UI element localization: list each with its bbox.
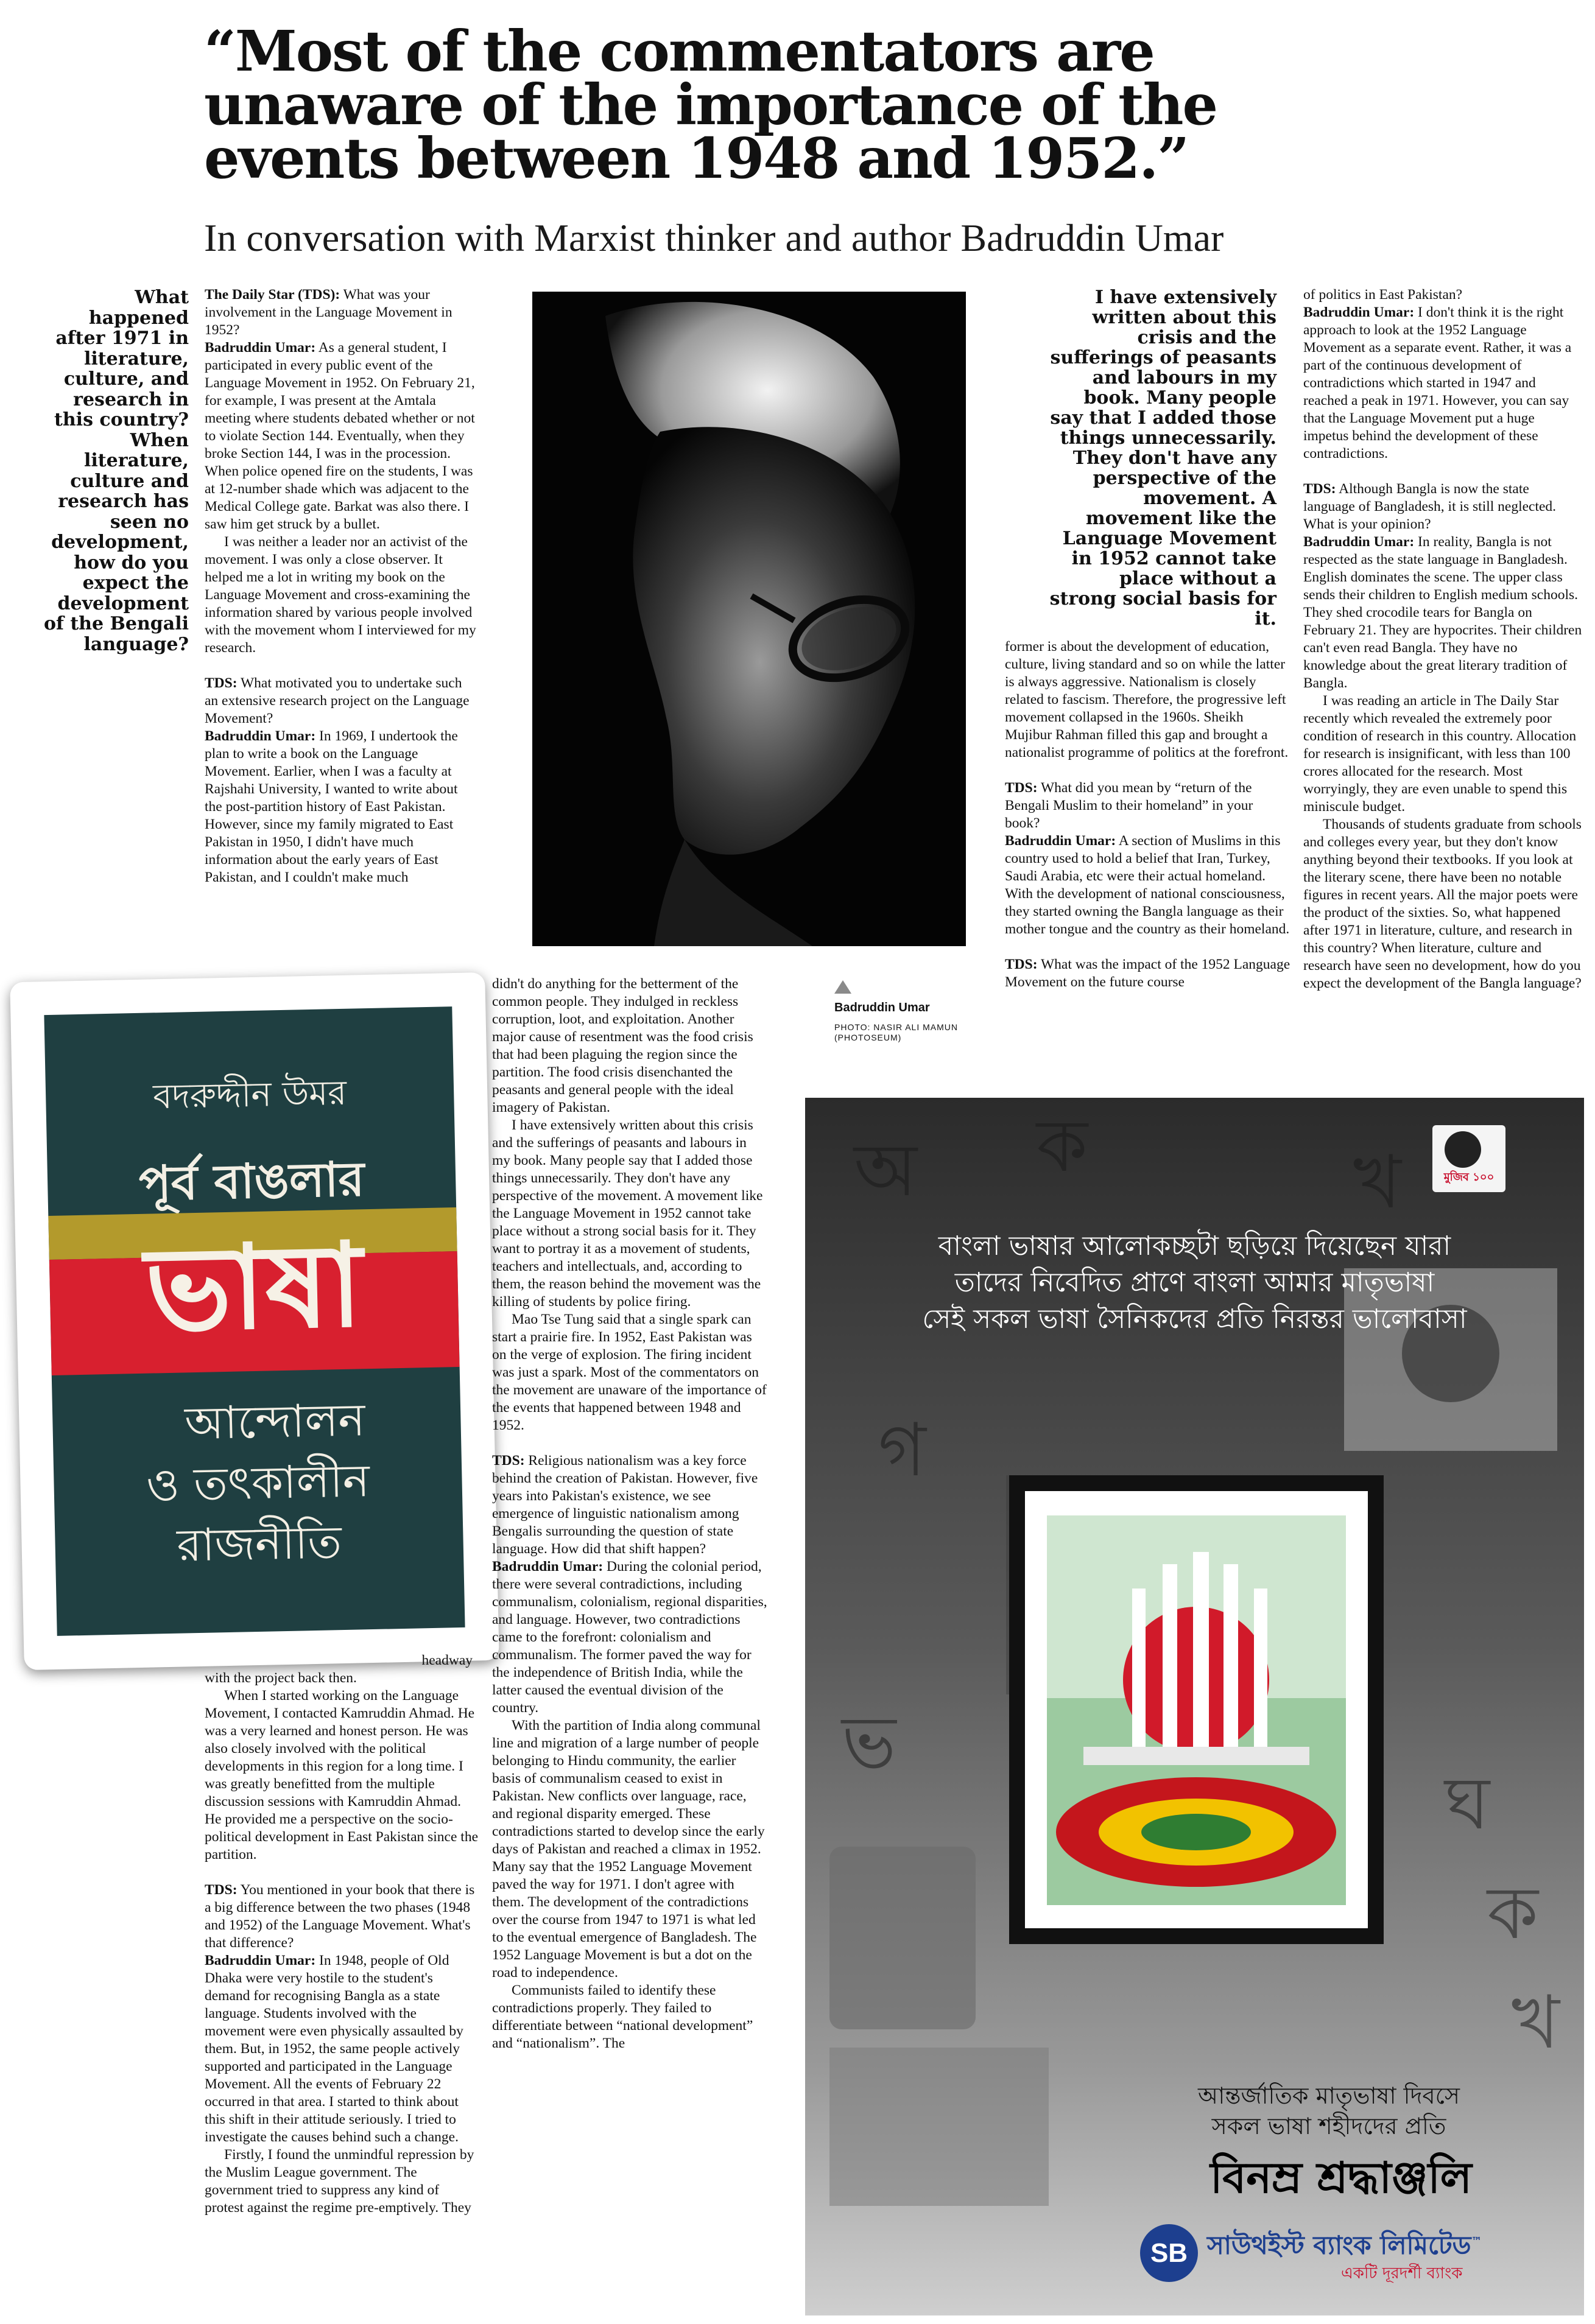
article-column-3 (1005, 638, 1291, 991)
article-column-4 (1303, 286, 1583, 992)
paragraph: With the partition of India along communal line and migration of a large number of people belonging to Hindu community, the earlier basis of communalism ceased to exist in Pakistan. New conflicts over language, race, and regional disparity emerged. These contradictions started to develop since the early days of Pakistan and reached a climax in 1952. Many say that the 1952 Language Movement paved the way for 1971. I don't agree with them. The development of the contradictions over the course from 1947 to 1971 is what led to the eventual emergence of Bangladesh. The 1952 Language Movement is but a dot on the road to independence. (492, 1718, 765, 1981)
paragraph: Thousands of students graduate from schools and colleges every year, but they don't know anything beyond their textbooks. If you look at the literary scene, there have been no notable figures in recent years. All the major poets were the product of the sixties. So, what happened after 1971 in literature, culture, and research in this country? When literature, culture and research have seen no development, how do you expect the development of the Bangla language? (1303, 816, 1582, 991)
paragraph: didn't do anything for the betterment of the common people. They indulged in reckless corruption, loot, and exploitation. Another major cause of resentment was the food crisis that had been plaguing the region since the partition. The food crisis disenchanted the peasants and general people with the ideal imagery of Pakistan. (492, 976, 753, 1115)
pull-quote-right: I have extensively written about this crisis and the sufferings of peasants and labours in my book. Many people say that I added those things unnecessarily. They don't have any perspective of the movement. A movement like the Language Movement in 1952 cannot take place without a strong social basis for it. (1049, 287, 1276, 630)
ad-sub-2: সকল ভাষা শহীদদের প্রতি (1211, 2113, 1446, 2140)
article-column-2 (492, 975, 767, 2052)
label: TDS: (492, 1453, 525, 1469)
paragraph: I was neither a leader nor an activist of the movement. I was only a close observer. It helped me a lot in writing my book on the Language Movement and cross-examining the information shared by various people involved with the movement whom I interviewed for my research. (205, 534, 476, 656)
book-title-sub2: ও তৎকালীন (146, 1455, 370, 1512)
paragraph: When I started working on the Language Movement, I contacted Kamruddin Ahmad. He was a very learned and honest person. He was also closely involved with the political developments in this region for a long time. I was greatly benefitted from the multiple discussion sessions with Kamruddin Ahmad. He provided me a perspective on the socio-political development in East Pakistan since the partition. (205, 1688, 479, 1862)
label: Badruddin Umar: (1303, 304, 1415, 320)
label: TDS: (1005, 957, 1038, 972)
svg-text:খ: খ (1353, 1140, 1401, 1225)
bank-name-text: সাউথইস্ট ব্যাংক লিমিটেড (1207, 2230, 1471, 2260)
paragraph: Firstly, I found the unmindful repression by the Muslim League government. The government tried to suppress any kind of protest against the regime pre-emptively. They (205, 2147, 474, 2216)
answer: In reality, Bangla is not respected as the state language in Bangladesh. English dominates the scene. The upper class sends their children to English medium schools. They shed crocodile tears for Bangla on February 21. They are hypocrites. Their children can't even read Bangla. They have no knowledge about the great literary tradition of Bangla. (1303, 534, 1582, 691)
book-cover (44, 1006, 465, 1636)
article-column-1 (205, 286, 479, 886)
paragraph: former is about the development of education, culture, living standard and so on while the latter is always aggressive. Nationalism is closely related to fascism. Therefore, the progressive left movement collapsed in the 1960s. Sheikh Mujibur Rahman filled this gap and brought a nationalist programme of politics at the forefront. (1005, 639, 1289, 760)
portrait-illustration (532, 292, 966, 946)
answer: During the colonial period, there were several contradictions, including communalism, colonialism, regional disparities, and language. However, two contradictions came to the forefront: colonialism and communalism. The former paved the way for the independence of British India, while the latter caused the eventual division of the country. (492, 1559, 767, 1716)
paragraph-continuation: headway (421, 1652, 473, 1668)
bank-advertisement (805, 1098, 1584, 2315)
bank-name-trademark: ™ (1471, 2235, 1482, 2248)
book-title-sub1: আন্দোলন (184, 1394, 366, 1450)
mujib-badge (1432, 1125, 1505, 1192)
label: Badruddin Umar: (205, 340, 316, 356)
question: You mentioned in your book that there is a big difference between the two phases (1948 and 1952) of the Language Movement. What's that difference? (205, 1882, 475, 1951)
label: Badruddin Umar: (492, 1559, 604, 1574)
svg-text:ভ: ভ (842, 1701, 896, 1785)
bank-logo-mark: SB (1140, 2224, 1198, 2282)
picture-mat (1025, 1491, 1368, 1928)
framed-picture (1009, 1475, 1384, 1944)
label: TDS: (205, 675, 238, 691)
ad-sub-1: আন্তর্জাতিক মাতৃভাষা দিবসে (1198, 2082, 1460, 2109)
paragraph: Mao Tse Tung said that a single spark can start a prairie fire. In 1952, East Pakistan was on the verge of explosion. The firing incident was just a spark. Most of the commentators on the movement are unaware of the importance of the events that happened between 1948 and 1952. (492, 1311, 767, 1433)
question: What was the impact of the 1952 Language Movement on the future course (1005, 957, 1290, 990)
paragraph: I was reading an article in The Daily Star recently which revealed the extremely poor condition of research in this country. Allocation for research is insignificant, with less than 100 crores allocated for the research. Most worryingly, they are even unable to spend this miniscule budget. (1303, 693, 1577, 815)
answer: A section of Muslims in this country used to hold a belief that Iran, Turkey, Saudi Arabia, etc were their actual homeland. With the development of national consciousness, they started owning the Bangla language as their mother tongue and the country as their homeland. (1005, 833, 1290, 937)
article-column-1-continued (205, 1652, 479, 2217)
article-subhead: In conversation with Marxist thinker and author Badruddin Umar (204, 216, 1224, 259)
label: TDS: (205, 1882, 238, 1898)
bank-tagline: একটি দূরদর্শী ব্যাংক (1341, 2264, 1463, 2283)
svg-text:গ: গ (878, 1408, 926, 1493)
label: Badruddin Umar: (1005, 833, 1116, 849)
question: What motivated you to undertake such an extensive research project on the Language Movement? (205, 675, 470, 726)
answer: In 1969, I undertook the plan to write a book on the Language Movement. Earlier, when I was a faculty at Rajshahi University, I wanted to write about the post-partition history of East Pakistan. However, since my family migrated to East Pakistan in 1950, I didn't have much information about the early years of East Pakistan, and I couldn't make much (205, 728, 458, 885)
bank-logo (1134, 2218, 1560, 2291)
ad-line-2: তাদের নিবেদিত প্রাণে বাংলা আমার মাতৃভাষা (954, 1267, 1435, 1298)
question: What was your involvement in the Language Movement in 1952? (205, 287, 452, 338)
caption-triangle-icon (834, 980, 851, 994)
paragraph: of politics in East Pakistan? (1303, 287, 1463, 303)
pull-quote-left: What happened after 1971 in literature, culture, and research in this country? When literature, culture and research has seen no development, how do you expect the development of the Bengali language? (43, 287, 189, 655)
question: What did you mean by “return of the Bengali Muslim to their homeland” in your book? (1005, 780, 1253, 831)
label: Badruddin Umar: (205, 728, 316, 744)
badge-text: মুজিব ১০০ (1443, 1171, 1495, 1184)
svg-text:অ: অ (854, 1128, 917, 1213)
ad-big-text: বিনম্র শ্রদ্ধাঞ্জলি (1210, 2153, 1472, 2203)
book-title-main: ভাষা (144, 1218, 364, 1357)
paragraph: Communists failed to identify these contradictions properly. They failed to differentiate between “national development” and “nationalism”. The (492, 1982, 753, 2051)
article-headline: “Most of the commentators are unaware of the importance of the events between 1948 and 1952.” (204, 18, 1217, 191)
label: Badruddin Umar: (1303, 534, 1415, 550)
svg-text:ঘ: ঘ (1445, 1761, 1490, 1846)
answer: In 1948, people of Old Dhaka were very hostile to the student's demand for recognising Bangla as a state language. Students involved with the movement were even physically assaulted by them. But, in 1952, the same people actively supported and participated in the Language Movement. All the events of February 22 occurred in that area. I started to think about this shift in their attitude seriously. I tried to investigate the causes behind such a change. (205, 1953, 463, 2145)
book-cover-frame (10, 972, 499, 1670)
ad-line-3: সেই সকল ভাষা সৈনিকদের প্রতি নিরন্তর ভালোবাসা (922, 1304, 1467, 1335)
answer: As a general student, I participated in every public event of the Language Movement in 1952. On February 21, for example, I was present at the Amtala meeting where students debated whether or not to violate Section 144. Eventually, when they broke Section 144, I was in the procession. When police opened fire on the students, I was at 12-number shade which was adjacent to the Medical College gate. Barkat was also there. I saw him get struck by a bullet. (205, 340, 475, 532)
book-title-sub3: রাজনীতি (176, 1516, 342, 1572)
book-title-top: পূর্ব বাঙলার (138, 1152, 365, 1212)
paragraph: I have extensively written about this crisis and the sufferings of peasants and labours in my book. Many people say that I added those things unnecessarily. They don't have any perspective of the movement. A movement like the Language Movement in 1952 cannot take place without a strong social basis for it. They want to portray it as a movement of students, teachers and intellectuals, and, according to them, the reason behind the movement was the killing of students by police firing. (492, 1117, 763, 1310)
label: The Daily Star (TDS): (205, 287, 340, 303)
label: TDS: (1303, 481, 1336, 497)
portrait-photo (532, 292, 966, 946)
question: Religious nationalism was a key force behind the creation of Pakistan. However, five years into Pakistan's existence, we see emergence of linguistic nationalism among Bengalis surrounding the question of state language. How did that shift happen? (492, 1453, 758, 1557)
svg-text:ক: ক (1037, 1104, 1088, 1188)
svg-text:ক: ক (1487, 1871, 1538, 1956)
book-author: বদরুদ্দীন উমর (152, 1073, 347, 1117)
question: Although Bangla is now the state language of Bangladesh, it is still neglected. What is your opinion? (1303, 481, 1557, 532)
caption-credit: PHOTO: NASIR ALI MAMUN (PHOTOSEUM) (834, 1022, 958, 1042)
label: TDS: (1005, 780, 1038, 796)
mujib-portrait-icon (1445, 1131, 1481, 1168)
photo-caption (834, 980, 962, 1043)
caption-name: Badruddin Umar (834, 1001, 930, 1014)
svg-text:খ: খ (1512, 1981, 1560, 2065)
answer: I don't think it is the right approach to look at the 1952 Language Movement as a separate event. Rather, it was a part of the continuous development of contradictions which started in 1947 and reached a peak in 1971. However, you can say that the Language Movement put a huge impetus behind the development of these contradictions. (1303, 304, 1572, 462)
ad-line-1: বাংলা ভাষার আলোকচ্ছটা ছড়িয়ে দিয়েছেন যারা (938, 1230, 1451, 1262)
label: Badruddin Umar: (205, 1953, 316, 1968)
shaheed-minar-icon (1047, 1515, 1346, 1905)
paragraph: with the project back then. (205, 1670, 357, 1686)
